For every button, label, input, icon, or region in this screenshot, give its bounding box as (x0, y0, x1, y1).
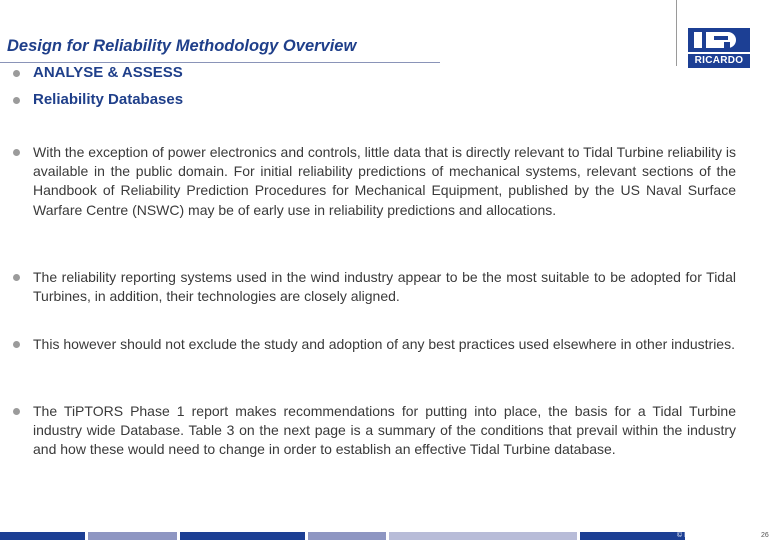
header-divider (676, 0, 677, 66)
logo-mark-icon (688, 28, 750, 52)
paragraph-tiptors-report: The TiPTORS Phase 1 report makes recommendations for putting into place, the basis for a Tidal Turbine industry wide Database. Table 3 on the next page is a summary of the conditions that prevail within the industry and how these would need to change in order to establish an effective Tidal Turbine database. (33, 403, 736, 458)
bullet-icon (13, 149, 20, 156)
logo-wordmark: RICARDO (688, 54, 750, 68)
footer-bar (0, 532, 780, 540)
paragraph-wind-industry: The reliability reporting systems used in the wind industry appear to be the most suitable to be adopted for Tidal Turbines, in addition, their technologies are closely aligned. (33, 269, 736, 305)
ricardo-logo (688, 28, 750, 68)
bullet-icon (13, 408, 20, 415)
bullet-icon (13, 341, 20, 348)
heading-analyse-assess: ANALYSE & ASSESS (33, 64, 183, 81)
page-title: Design for Reliability Methodology Overview (7, 37, 357, 55)
title-underline (0, 62, 440, 63)
paragraph-other-industries: This however should not exclude the study and adoption of any best practices used elsewhere in other industries. (33, 336, 735, 352)
copyright-text: © Ricardo plc 2016 (677, 532, 737, 539)
paragraph-public-domain-data: With the exception of power electronics and controls, little data that is directly relevant to Tidal Turbine reliability is available in the public domain. For initial reliability predictions of mechanical systems, relevant sections of the Handbook of Reliability Prediction Procedures for Mechanical Equipment, published by the US Naval Surface Warfare Centre (NSWC) may be of early use in reliability predictions and allocations. (33, 144, 736, 218)
bullet-icon (13, 70, 20, 77)
page-number: 26 (761, 532, 769, 539)
bullet-icon (13, 274, 20, 281)
bullet-icon (13, 97, 20, 104)
heading-reliability-databases: Reliability Databases (33, 91, 184, 108)
